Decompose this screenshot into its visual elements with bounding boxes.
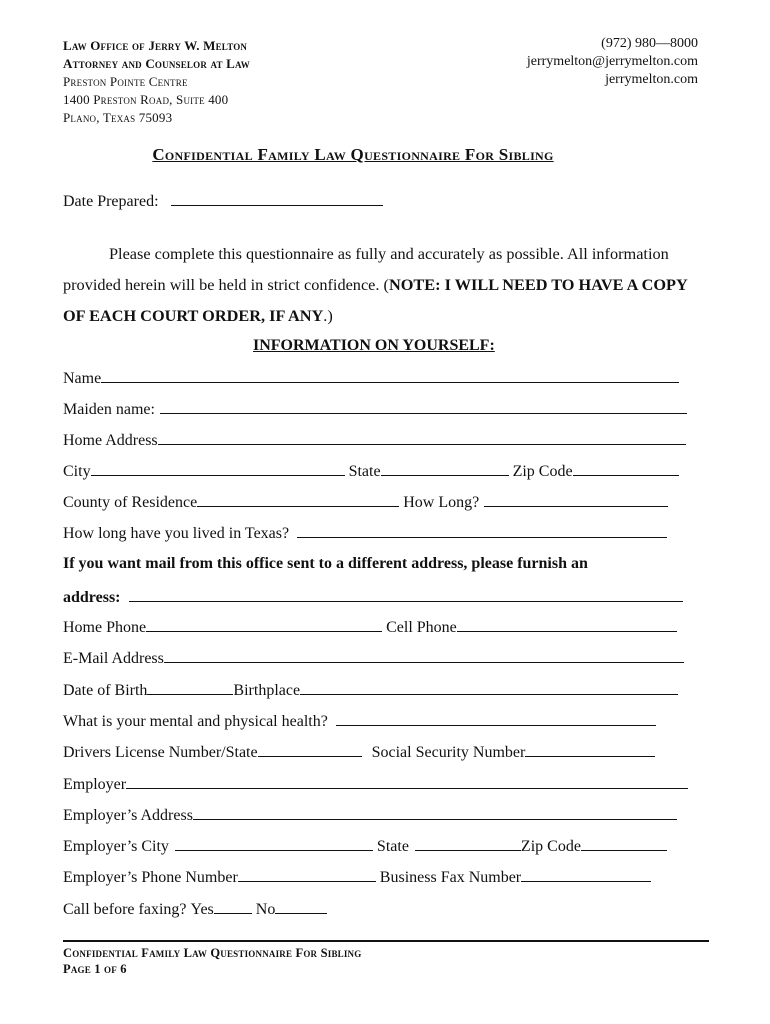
alt-address-field[interactable] xyxy=(129,587,683,602)
section-heading: INFORMATION ON YOURSELF: xyxy=(253,337,495,354)
employer-state-field[interactable] xyxy=(415,836,521,851)
firm-name: Law Office of Jerry W. Melton xyxy=(63,38,248,53)
home-address-label: Home Address xyxy=(63,432,158,449)
employer-city-field[interactable] xyxy=(175,836,373,851)
name-label: Name xyxy=(63,370,102,387)
state-field[interactable] xyxy=(381,461,509,476)
city-state-zip: Plano, Texas 75093 xyxy=(63,110,173,125)
street-address: 1400 Preston Road, Suite 400 xyxy=(63,92,229,107)
attorney-role: Attorney and Counselor at Law xyxy=(63,56,250,71)
maiden-name-label: Maiden name: xyxy=(63,401,155,418)
employer-address-field[interactable] xyxy=(193,805,677,820)
texas-residency-field[interactable] xyxy=(297,523,667,538)
home-phone-field[interactable] xyxy=(146,617,382,632)
yes-field[interactable] xyxy=(214,899,252,914)
page-footer xyxy=(63,945,361,977)
name-field[interactable] xyxy=(101,368,679,383)
intro-sentence: Please complete this questionnaire as fully and accurately as possible. All information provided herein will be held in strict confidence. ( xyxy=(63,244,669,294)
employer-zip-field[interactable] xyxy=(581,836,667,851)
county-field[interactable] xyxy=(197,492,399,507)
alt-address-row xyxy=(63,587,683,607)
employer-field[interactable] xyxy=(126,774,688,789)
alt-address-label: address: xyxy=(63,589,121,606)
maiden-name-field[interactable] xyxy=(160,399,687,414)
letterhead-address xyxy=(63,37,250,127)
employer-address-row xyxy=(63,805,677,825)
office-website: jerrymelton.com xyxy=(605,72,698,87)
state-label: State xyxy=(348,463,381,480)
cell-phone-label: Cell Phone xyxy=(386,619,457,636)
employer-city-label: Employer’s City xyxy=(63,838,169,855)
no-label: No xyxy=(255,901,276,918)
ssn-field[interactable] xyxy=(525,742,655,757)
building-name: Preston Pointe Centre xyxy=(63,74,188,89)
intro-close: .) xyxy=(323,306,333,325)
how-long-field[interactable] xyxy=(484,492,668,507)
no-field[interactable] xyxy=(275,899,327,914)
health-row xyxy=(63,711,656,731)
alt-address-instruction: If you want mail from this office sent to a different address, please furnish an xyxy=(63,555,588,572)
home-address-row xyxy=(63,430,686,450)
birthplace-field[interactable] xyxy=(300,680,678,695)
maiden-name-row xyxy=(63,399,687,419)
footer-title: Confidential Family Law Questionnaire For Sibling xyxy=(63,946,362,960)
footer-divider xyxy=(63,940,709,942)
texas-residency-label: How long have you lived in Texas? xyxy=(63,525,290,542)
dl-field[interactable] xyxy=(258,742,362,757)
dob-field[interactable] xyxy=(147,680,233,695)
zip-label: Zip Code xyxy=(512,463,573,480)
city-state-zip-row xyxy=(63,461,679,481)
employer-row xyxy=(63,774,688,794)
license-ssn-row xyxy=(63,742,655,762)
employer-phone-field[interactable] xyxy=(238,867,376,882)
date-prepared-row xyxy=(63,191,383,211)
email-field[interactable] xyxy=(164,648,684,663)
date-prepared-field[interactable] xyxy=(171,191,383,206)
home-address-field[interactable] xyxy=(158,430,686,445)
county-label: County of Residence xyxy=(63,494,198,511)
email-row xyxy=(63,648,684,668)
ssn-label: Social Security Number xyxy=(371,744,526,761)
employer-phone-label: Employer’s Phone Number xyxy=(63,869,238,886)
birth-row xyxy=(63,680,678,700)
health-label: What is your mental and physical health? xyxy=(63,713,328,730)
employer-phone-row xyxy=(63,867,651,887)
texas-residency-row xyxy=(63,523,667,543)
employer-city-row xyxy=(63,836,667,856)
call-before-fax-label: Call before faxing? xyxy=(63,901,187,918)
cell-phone-field[interactable] xyxy=(457,617,677,632)
home-phone-label: Home Phone xyxy=(63,619,147,636)
health-field[interactable] xyxy=(336,711,656,726)
business-fax-label: Business Fax Number xyxy=(379,869,522,886)
city-label: City xyxy=(63,463,91,480)
dl-label: Drivers License Number/State xyxy=(63,744,258,761)
document-title: Confidential Family Law Questionnaire For Sibling xyxy=(152,145,554,164)
name-row xyxy=(63,368,679,388)
employer-state-label: State xyxy=(376,838,409,855)
phone-row xyxy=(63,617,677,637)
birthplace-label: Birthplace xyxy=(233,682,301,699)
business-fax-field[interactable] xyxy=(521,867,651,882)
employer-address-label: Employer’s Address xyxy=(63,807,193,824)
date-prepared-label: Date Prepared: xyxy=(63,193,159,210)
intro-paragraph xyxy=(63,238,693,331)
email-label: E-Mail Address xyxy=(63,650,164,667)
letterhead-contact xyxy=(527,35,698,89)
court-order-note: NOTE: I WILL NEED TO HAVE A COPY OF EACH COURT ORDER, IF ANY xyxy=(63,275,688,325)
office-email: jerrymelton@jerrymelton.com xyxy=(526,54,698,69)
yes-label: Yes xyxy=(190,901,214,918)
employer-zip-label: Zip Code xyxy=(520,838,581,855)
county-row xyxy=(63,492,668,512)
how-long-label: How Long? xyxy=(403,494,480,511)
dob-label: Date of Birth xyxy=(63,682,148,699)
office-phone: (972) 980—8000 xyxy=(601,36,698,51)
call-before-fax-row xyxy=(63,899,327,919)
zip-field[interactable] xyxy=(573,461,679,476)
city-field[interactable] xyxy=(91,461,345,476)
page-number: Page 1 of 6 xyxy=(63,962,127,976)
employer-label: Employer xyxy=(63,776,127,793)
